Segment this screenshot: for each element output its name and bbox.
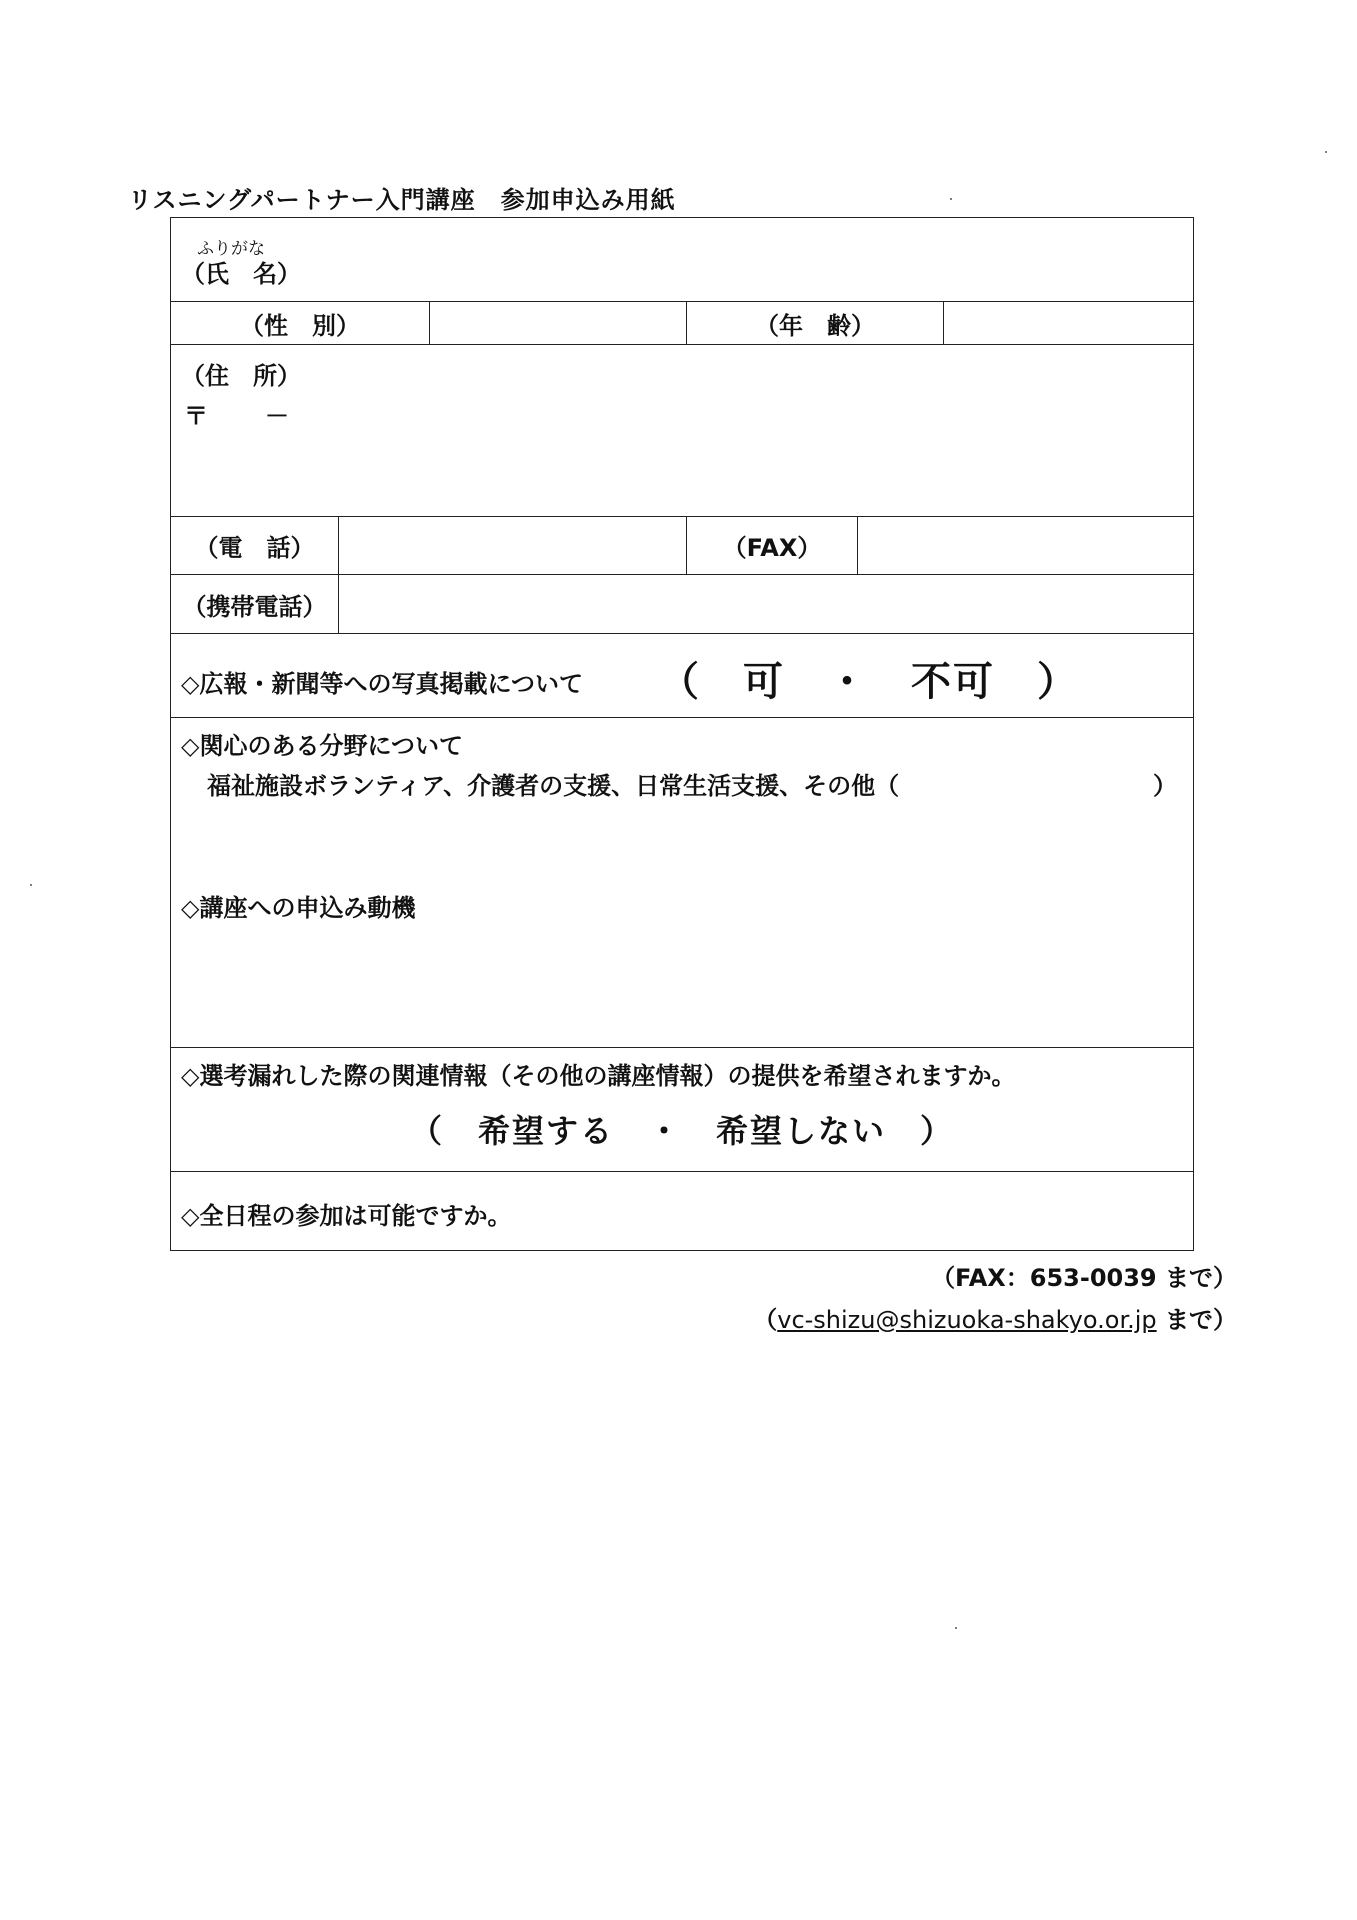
photo-consent-row — [171, 634, 1193, 718]
fax-input[interactable] — [858, 517, 1193, 574]
fax-label: （FAX） — [722, 534, 822, 562]
email-note — [753, 1300, 1237, 1335]
name-row — [171, 218, 1193, 302]
application-form — [170, 217, 1194, 1251]
mobile-input[interactable] — [339, 575, 1193, 633]
address-label: （住 所） — [181, 362, 301, 390]
email-link[interactable]: vc-shizu@shizuoka-shakyo.or.jp — [777, 1306, 1157, 1334]
interest-motivation-row — [171, 718, 1193, 1048]
scan-speck — [955, 1627, 957, 1629]
interest-close-paren: ） — [1153, 772, 1177, 800]
photo-consent-question: ◇広報・新聞等への写真掲載について — [181, 670, 583, 698]
sex-age-row — [171, 302, 1193, 345]
motivation-input[interactable] — [201, 924, 1183, 1039]
tel-input[interactable] — [339, 517, 686, 574]
tel-label: （電 話） — [194, 534, 315, 562]
age-input[interactable] — [944, 302, 1193, 344]
mobile-label-cell — [171, 575, 338, 633]
interest-options[interactable]: 福祉施設ボランティア、介護者の支援、日常生活支援、その他（ — [207, 772, 900, 800]
related-info-choice[interactable]: （ 希望する ・ 希望しない ） — [409, 1112, 954, 1150]
schedule-question: ◇全日程の参加は可能ですか。 — [181, 1202, 512, 1230]
email-suffix: まで） — [1156, 1306, 1237, 1334]
form-title: リスニングパートナー入門講座 参加申込み用紙 — [128, 186, 676, 214]
mobile-label: （携帯電話） — [182, 592, 327, 621]
interest-question: ◇関心のある分野について — [181, 732, 463, 760]
sex-label-cell — [171, 302, 429, 344]
related-info-row — [171, 1048, 1193, 1172]
postal-dash: － — [265, 402, 289, 430]
name-input[interactable] — [301, 218, 1193, 301]
mobile-row — [171, 575, 1193, 634]
postal-mark: 〒 — [184, 402, 208, 430]
fax-label-cell — [687, 517, 857, 574]
photo-consent-choice[interactable]: （ 可 ・ 不可 ） — [659, 659, 1079, 705]
address-row — [171, 345, 1193, 517]
sex-label: （性 別） — [240, 311, 360, 340]
related-info-question: ◇選考漏れした際の関連情報（その他の講座情報）の提供を希望されますか。 — [181, 1062, 1016, 1090]
age-label: （年 齢） — [755, 311, 875, 340]
age-label-cell — [687, 302, 943, 344]
furigana-label: ふりがな — [197, 239, 265, 259]
address-input[interactable] — [301, 385, 1193, 516]
sex-input[interactable] — [430, 302, 686, 344]
name-label: （氏 名） — [181, 260, 301, 288]
schedule-row — [171, 1172, 1193, 1250]
email-open-paren: （ — [753, 1306, 778, 1334]
tel-fax-row — [171, 517, 1193, 575]
scan-speck — [30, 884, 32, 886]
motivation-question: ◇講座への申込み動機 — [181, 894, 416, 922]
scan-speck — [1325, 151, 1327, 153]
tel-label-cell — [171, 517, 338, 574]
fax-number-note: （FAX：653-0039 まで） — [931, 1264, 1237, 1292]
scan-speck — [950, 198, 952, 200]
